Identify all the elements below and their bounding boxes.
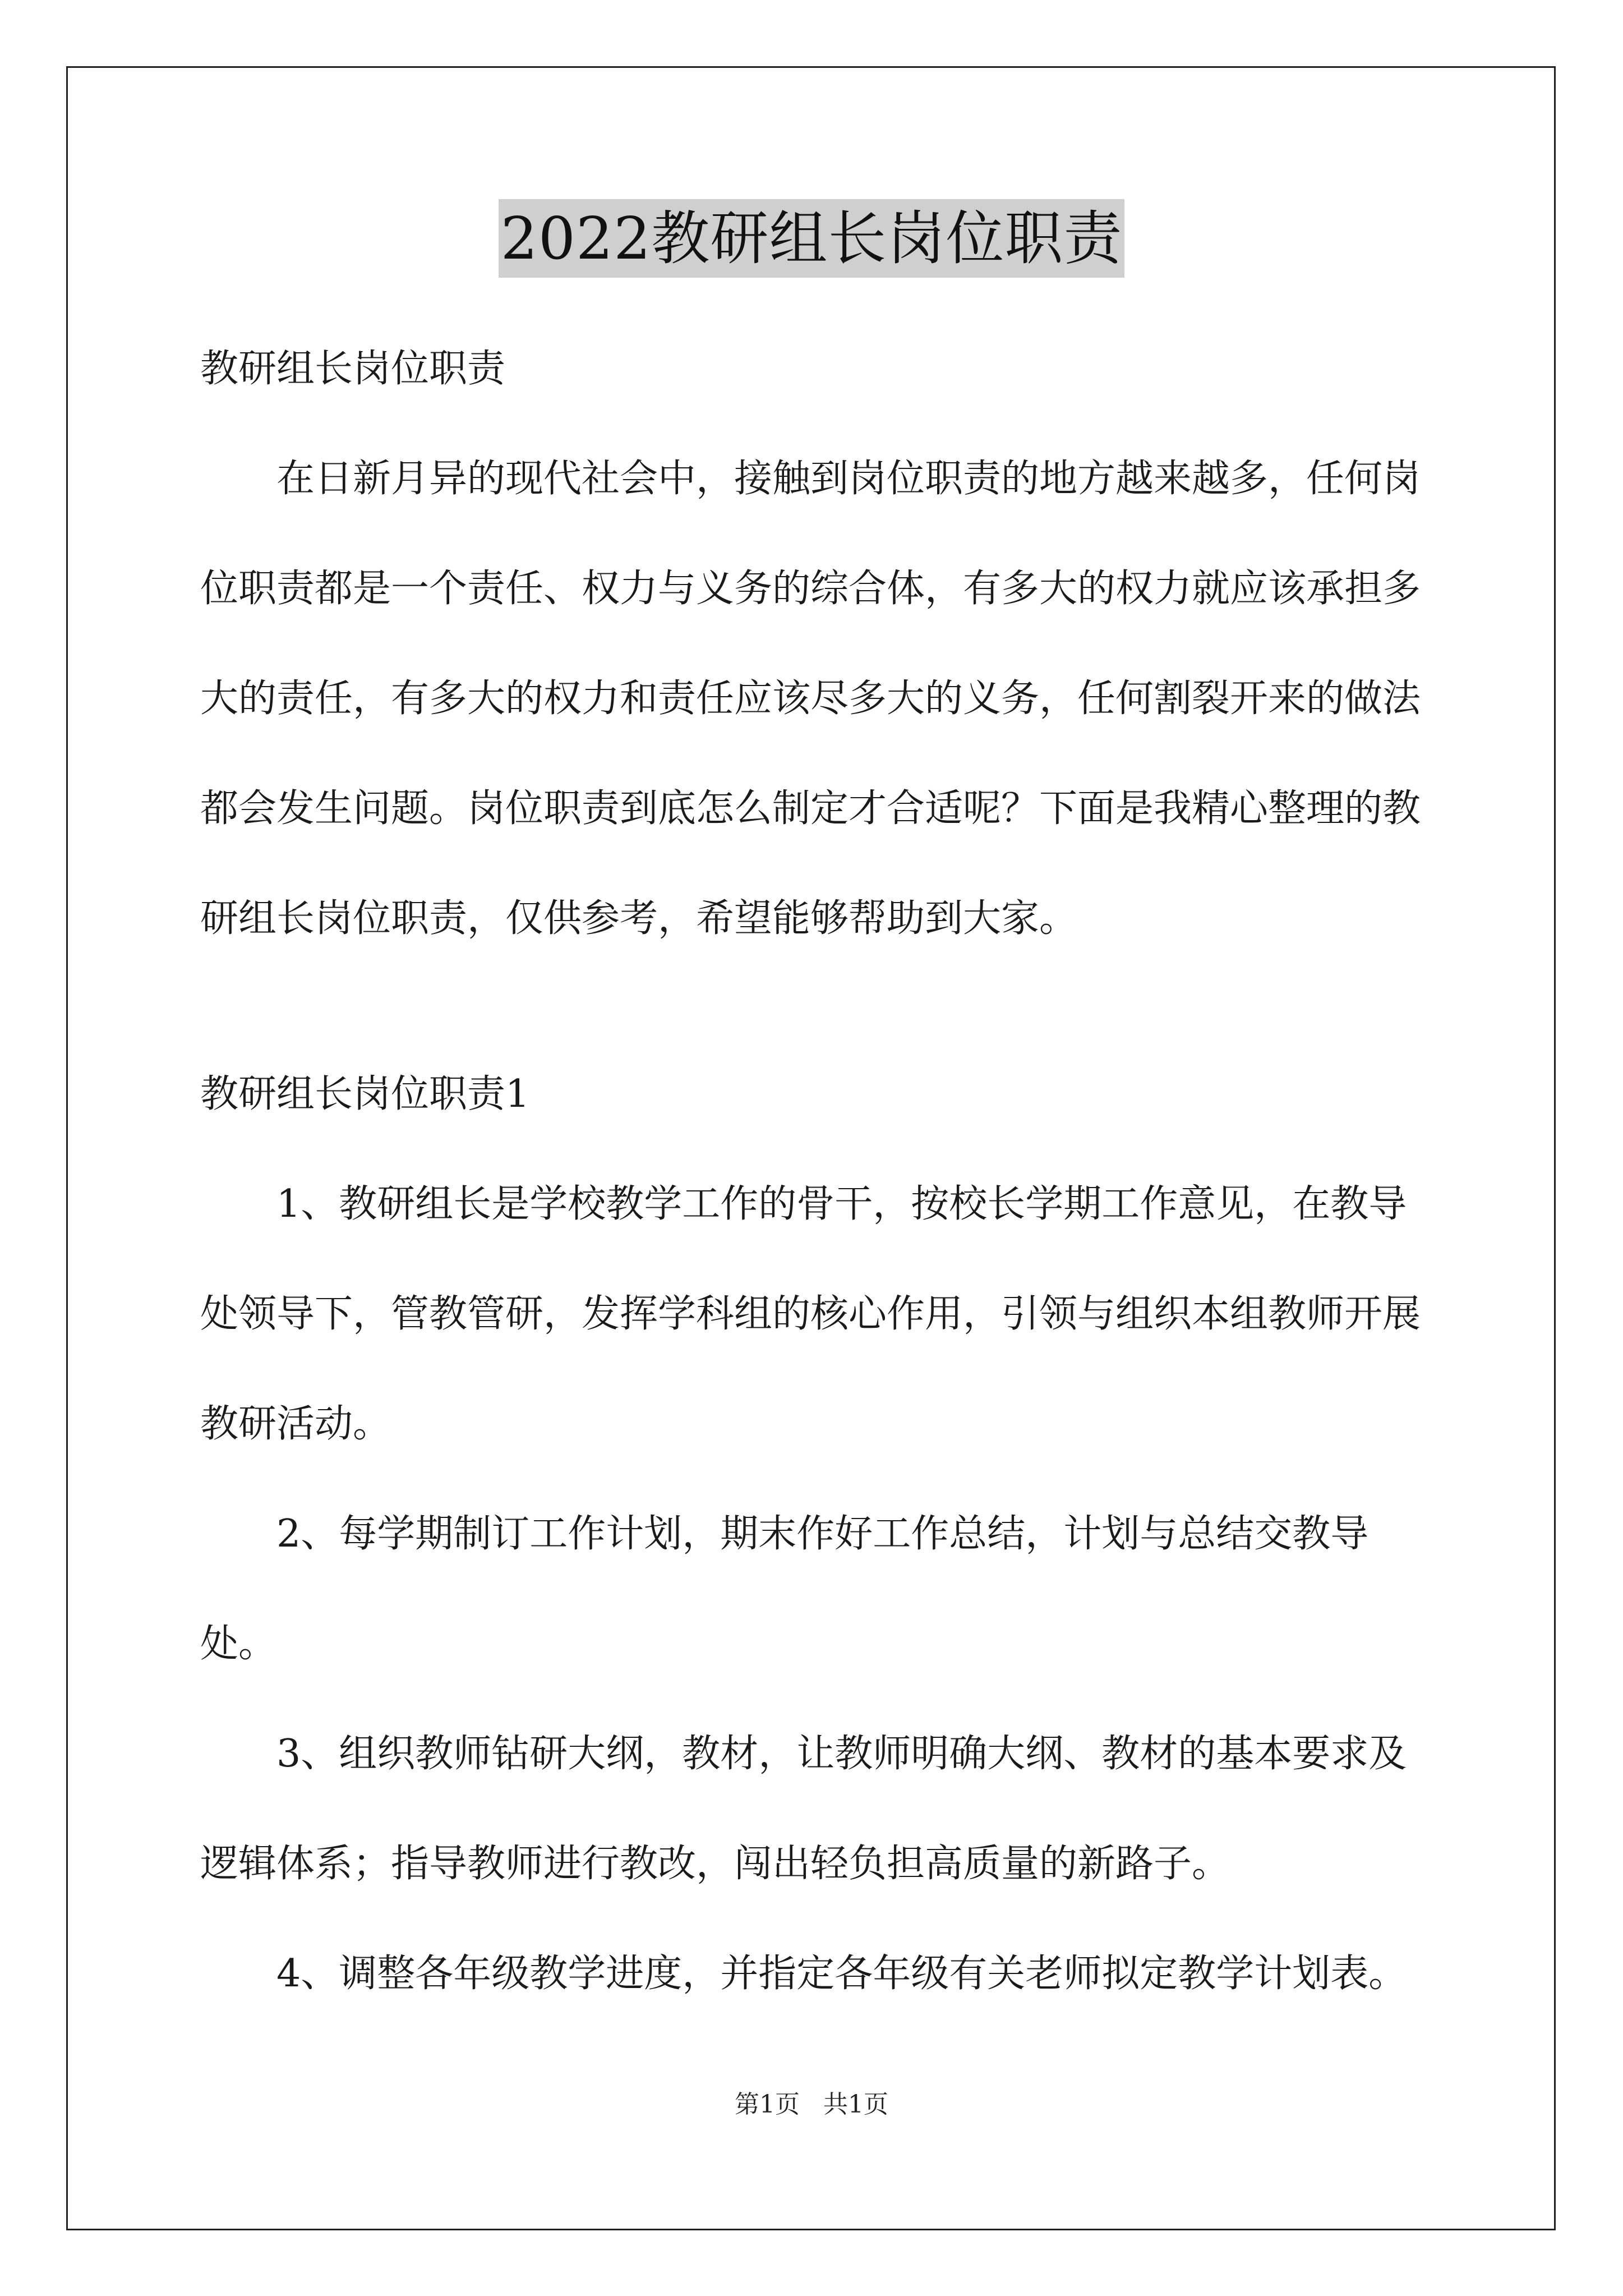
intro-heading: 教研组长岗位职责 [200,347,506,391]
page-number-current: 第1页 [735,2090,800,2119]
document-title: 2022教研组长岗位职责 [499,199,1125,278]
list-item: 1、教研组长是学校教学工作的骨干，按校长学期工作意见，在教导处领导下，管教管研，发挥学科组的核心作用，引领与组织本组教师开展教研活动。 [200,1182,1421,1446]
page-footer [0,2088,1623,2122]
document-body [200,314,1434,2029]
list-item: 4、调整各年级教学进度，并指定各年级有关老师拟定教学计划表。 [276,1952,1407,1996]
page-number-total: 共1页 [823,2090,888,2119]
list-item: 2、每学期制订工作计划，期末作好工作总结，计划与总结交教导处。 [200,1512,1369,1666]
title-container [0,199,1623,278]
intro-paragraph: 在日新月异的现代社会中，接触到岗位职责的地方越来越多，任何岗位职责都是一个责任、权力与义务的综合体，有多大的权力就应该承担多大的责任，有多大的权力和责任应该尽多大的义务，任何割裂开来的做法都会发生问题。岗位职责到底怎么制定才合适呢？下面是我精心整理的教研组长岗位职责，仅供参考，希望能够帮助到大家。 [200,457,1421,941]
section-heading: 教研组长岗位职责1 [200,1072,530,1116]
list-item: 3、组织教师钻研大纲，教材，让教师明确大纲、教材的基本要求及逻辑体系；指导教师进行教改，闯出轻负担高质量的新路子。 [200,1732,1407,1886]
